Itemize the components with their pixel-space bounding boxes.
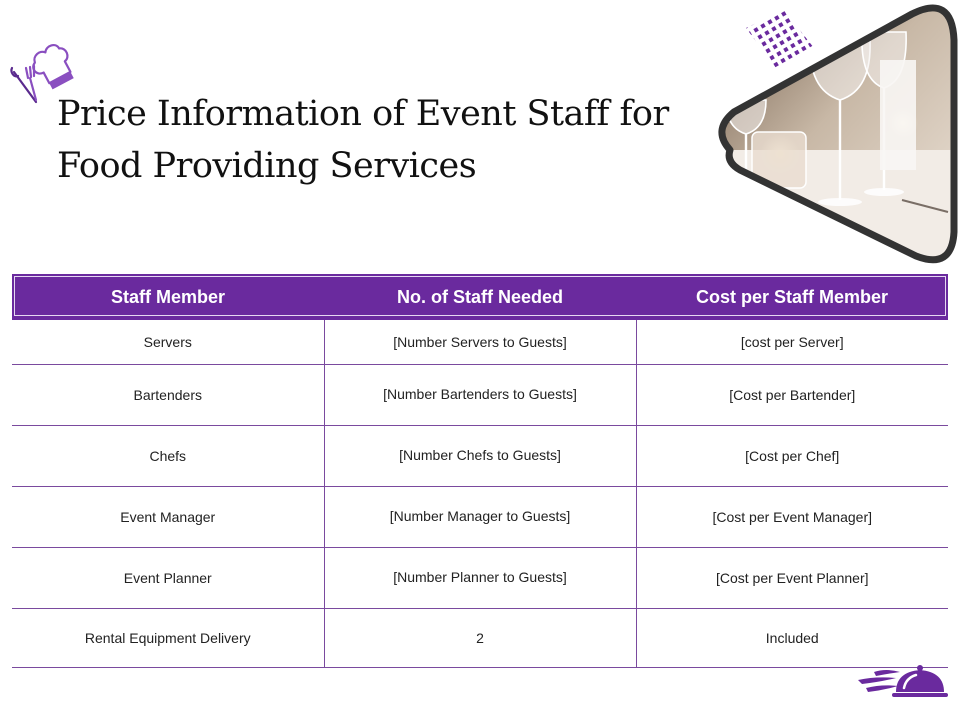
wine-glasses-photo [712,0,960,270]
cell-staff-member: Servers [12,319,324,365]
header-cost-per-member: Cost per Staff Member [636,275,948,319]
cell-cost: [Cost per Bartender] [636,365,948,426]
cell-cost: Included [636,609,948,668]
cell-staff-member: Chefs [12,426,324,487]
header-staff-member: Staff Member [12,275,324,319]
staff-price-table [12,274,948,668]
table-header-row [12,275,948,319]
cell-staff-member: Bartenders [12,365,324,426]
cell-staff-member: Event Planner [12,548,324,609]
cell-cost: [Cost per Event Manager] [636,487,948,548]
cell-staff-needed: [Number Planner to Guests] [324,548,636,609]
slide-title-line-2: Food Providing Services [57,146,477,186]
cell-cost: [cost per Server] [636,319,948,365]
cell-cost: [Cost per Chef] [636,426,948,487]
cell-staff-needed: [Number Servers to Guests] [324,319,636,365]
cell-cost: [Cost per Event Planner] [636,548,948,609]
serving-cloche-icon [856,662,948,702]
cell-staff-needed: 2 [324,609,636,668]
slide-title [57,88,717,192]
slide-title-line-1: Price Information of Event Staff for [57,94,669,134]
table-row [12,609,948,668]
table-row [12,426,948,487]
cell-staff-member: Rental Equipment Delivery [12,609,324,668]
table-row [12,319,948,365]
header-staff-needed: No. of Staff Needed [324,275,636,319]
table-row [12,548,948,609]
cell-staff-needed: [Number Chefs to Guests] [324,426,636,487]
cell-staff-needed: [Number Bartenders to Guests] [324,365,636,426]
cell-staff-member: Event Manager [12,487,324,548]
table-row [12,487,948,548]
table-row [12,365,948,426]
cell-staff-needed: [Number Manager to Guests] [324,487,636,548]
